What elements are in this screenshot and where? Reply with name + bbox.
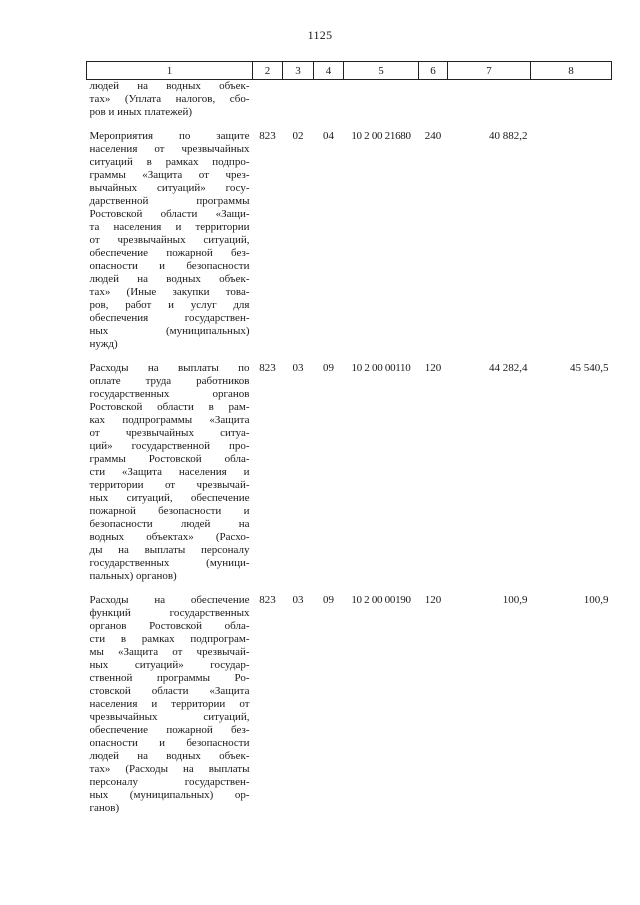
expense-name-cell: [87, 583, 253, 815]
header-row: [87, 62, 612, 80]
amount-col7-cell: [448, 80, 531, 120]
expense-name-line: Ростовской области в рам-: [89, 401, 250, 413]
section-code-cell: [283, 80, 314, 120]
expense-name-line: персоналу государствен-: [89, 776, 250, 788]
expense-name-line: чрезвычайных ситуаций,: [89, 711, 250, 723]
expense-name-line: ных ситуаций» государ-: [89, 659, 250, 671]
expense-name-line: ций» государственной про-: [89, 440, 250, 452]
header-col-8: 8: [531, 62, 612, 80]
expense-name-line: тах» (Уплата налогов, сбо-: [89, 93, 250, 105]
budget-table: [86, 61, 612, 815]
expense-name-line: ных ситуаций, обеспечение: [89, 492, 250, 504]
expense-name-line: Расходы на выплаты по: [89, 362, 250, 374]
expense-name-line: ров и иных платежей): [89, 106, 193, 118]
expense-name-line: оплате труда работников: [89, 375, 250, 387]
expense-name-line: ных (муниципальных) ор-: [89, 789, 250, 801]
expense-name-cell: [87, 119, 253, 351]
subsection-code-cell: 09: [323, 362, 334, 374]
expense-name-line: граммы Ростовской обла-: [89, 453, 250, 465]
header-col-1: 1: [87, 62, 253, 80]
expense-name-line: обеспечение пожарной без-: [89, 247, 250, 259]
table-row: [87, 119, 612, 351]
expense-name-line: водных объектах» (Расхо-: [89, 531, 250, 543]
expense-name-line: от чрезвычайных ситуа-: [89, 427, 250, 439]
expense-name-line: опасности и безопасности: [89, 737, 250, 749]
header-col-3: 3: [283, 62, 314, 80]
target-item-code-cell: 10 2 00 00190: [351, 594, 411, 606]
department-code-cell: [253, 80, 283, 120]
expense-name-line: безопасности людей на: [89, 518, 250, 530]
header-col-5: 5: [344, 62, 419, 80]
expense-name-line: сти «Защита населения и: [89, 466, 250, 478]
amount-col7-cell: 40 882,2: [489, 130, 528, 142]
table-header: [87, 62, 612, 80]
table-row: [87, 80, 612, 120]
header-col-2: 2: [253, 62, 283, 80]
expense-name-line: нужд): [89, 338, 118, 350]
expense-name-line: ственной программы Ро-: [89, 672, 250, 684]
expense-name-line: людей на водных объек-: [89, 750, 250, 762]
page-number: 1125: [307, 28, 333, 42]
expense-name-line: дарственной программы: [89, 195, 250, 207]
expense-name-line: граммы «Защита от чрез-: [89, 169, 250, 181]
expense-name-line: ках подпрограммы «Защита: [89, 414, 250, 426]
expense-name-line: ганов): [89, 802, 120, 814]
table-row: [87, 583, 612, 815]
target-item-code-cell: 10 2 00 21680: [351, 130, 411, 142]
table-body: [87, 80, 612, 816]
expense-name-line: Ростовской области «Защи-: [89, 208, 250, 220]
expense-name-line: обеспечение пожарной без-: [89, 724, 250, 736]
amount-col8-cell: [531, 80, 612, 120]
expense-name-line: людей на водных объек-: [89, 273, 250, 285]
subsection-code-cell: 04: [323, 130, 334, 142]
subsection-code-cell: 09: [323, 594, 334, 606]
table-row: [87, 351, 612, 583]
expense-name-line: ных (муниципальных): [89, 325, 250, 337]
target-item-code-cell: [344, 80, 419, 120]
expense-name-line: пальных) органов): [89, 570, 177, 582]
expense-name-line: обеспечения государствен-: [89, 312, 250, 324]
target-item-code-cell: 10 2 00 00110: [351, 362, 411, 374]
expense-name-line: стовской области «Защита: [89, 685, 250, 697]
expense-name-line: ситуаций в рамках подпро-: [89, 156, 250, 168]
expense-name-line: мы «Защита от чрезвычай-: [89, 646, 250, 658]
amount-col8-cell: 45 540,5: [570, 362, 609, 374]
expense-name-line: вычайных ситуаций» госу-: [89, 182, 250, 194]
expense-name-line: органов Ростовской обла-: [89, 620, 250, 632]
department-code-cell: 823: [259, 594, 276, 606]
header-col-7: 7: [448, 62, 531, 80]
subsection-code-cell: [314, 80, 344, 120]
expense-name-line: населения от чрезвычайных: [89, 143, 250, 155]
department-code-cell: 823: [259, 362, 276, 374]
expense-name-line: от чрезвычайных ситуаций,: [89, 234, 250, 246]
department-code-cell: 823: [259, 130, 276, 142]
expense-name-line: Мероприятия по защите: [89, 130, 250, 142]
expense-name-cell: [87, 351, 253, 583]
expense-name-line: ды на выплаты персоналу: [89, 544, 250, 556]
header-col-4: 4: [314, 62, 344, 80]
expense-name-line: опасности и безопасности: [89, 260, 250, 272]
amount-col7-cell: 100,9: [502, 594, 528, 606]
expense-name-line: функций государственных: [89, 607, 250, 619]
expense-name-line: сти в рамках подпрограм-: [89, 633, 250, 645]
section-code-cell: 02: [292, 130, 304, 142]
expense-name-line: населения и территории от: [89, 698, 250, 710]
amount-col8-cell: 100,9: [583, 594, 609, 606]
expense-name-line: тах» (Расходы на выплаты: [89, 763, 250, 775]
expense-name-line: людей на водных объек-: [89, 80, 250, 92]
expense-type-code-cell: 240: [424, 130, 442, 142]
expense-name-line: государственных органов: [89, 388, 250, 400]
expense-type-code-cell: 120: [424, 594, 442, 606]
expense-name-line: ров, работ и услуг для: [89, 299, 250, 311]
expense-name-line: территории от чрезвычай-: [89, 479, 250, 491]
expense-name-cell: [87, 80, 253, 120]
section-code-cell: 03: [292, 594, 304, 606]
expense-type-code-cell: [419, 80, 448, 120]
expense-name-line: та населения и территории: [89, 221, 250, 233]
expense-name-line: тах» (Иные закупки това-: [89, 286, 250, 298]
header-col-6: 6: [419, 62, 448, 80]
amount-col8-cell: [531, 119, 612, 351]
expense-name-line: государственных (муници-: [89, 557, 250, 569]
section-code-cell: 03: [292, 362, 304, 374]
expense-name-line: пожарной безопасности и: [89, 505, 250, 517]
amount-col7-cell: 44 282,4: [489, 362, 528, 374]
expense-type-code-cell: 120: [424, 362, 442, 374]
expense-name-line: Расходы на обеспечение: [89, 594, 250, 606]
